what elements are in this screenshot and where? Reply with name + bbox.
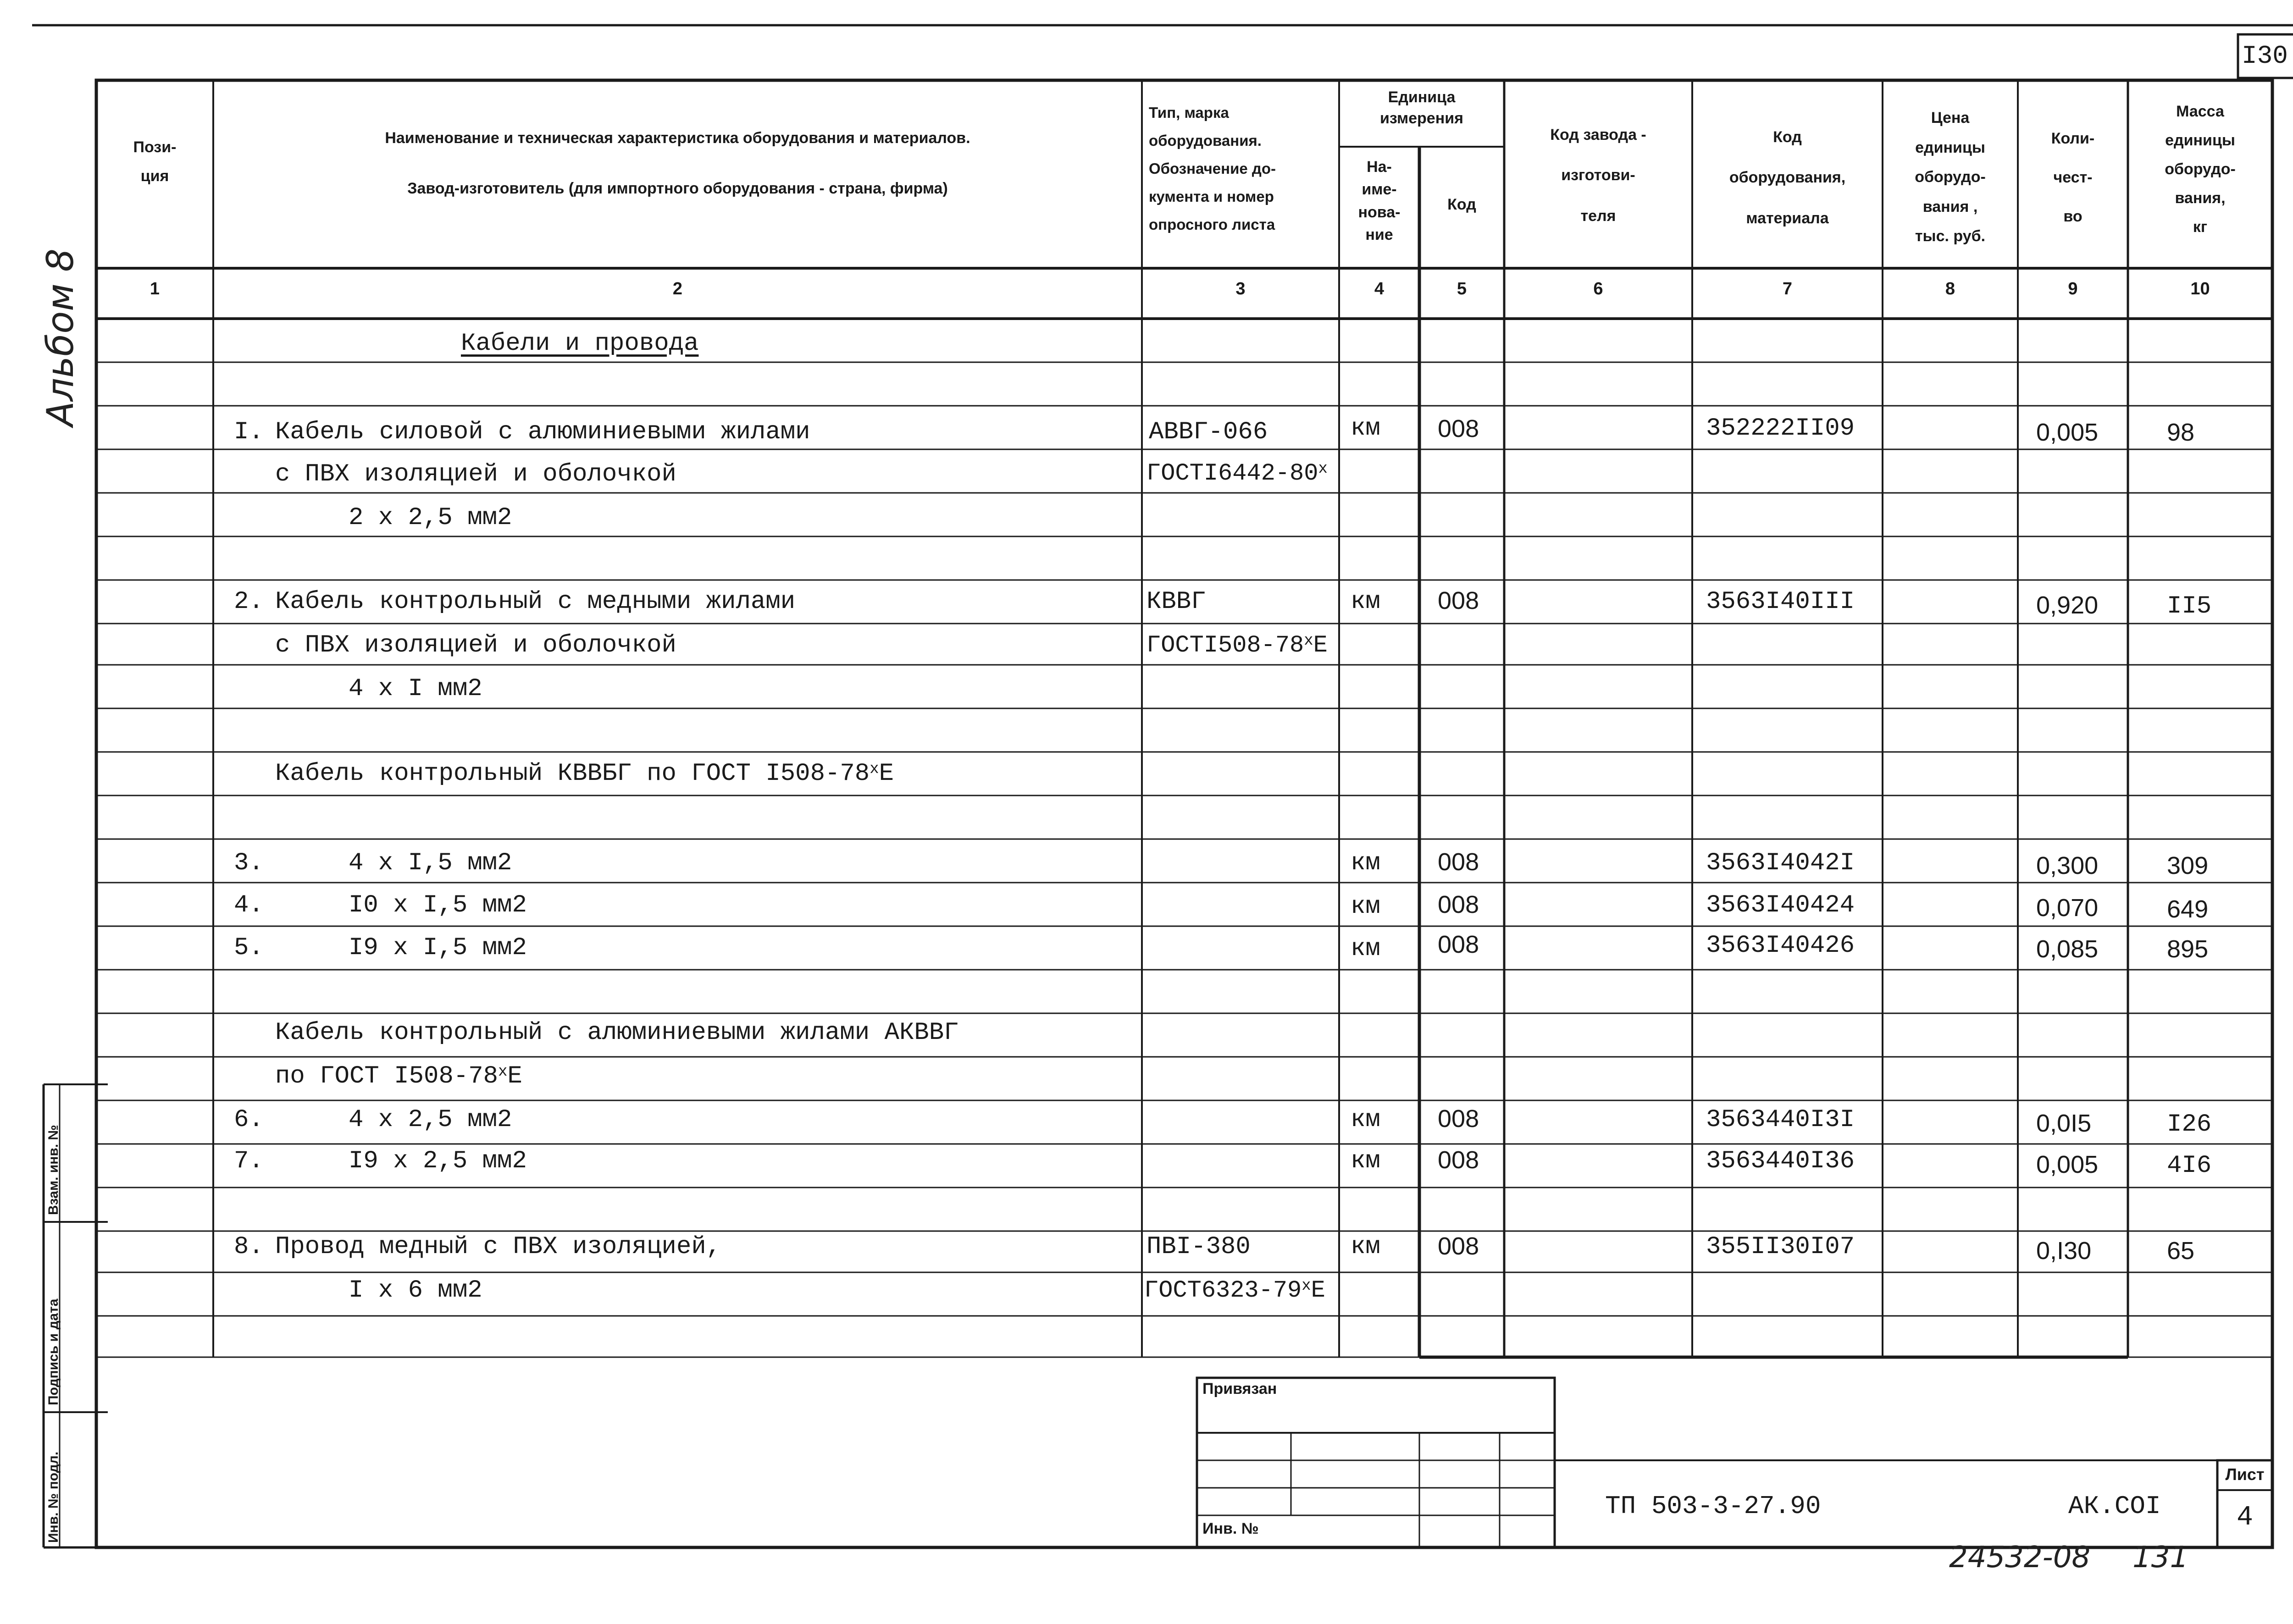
row-3-equipment-code: 3563I4042I	[1706, 849, 1855, 877]
row-4-quantity: 0,070	[2036, 894, 2099, 922]
stamp-bound-label: Привязан	[1202, 1380, 1277, 1398]
section-title: Кабели и провода	[461, 330, 699, 358]
header-unit-group: Единица измерения	[1380, 88, 1463, 127]
side-label-replacement-inventory: Взам. инв. №	[46, 1125, 61, 1215]
header-mass: Масса единицы оборудо- вания, кг	[2165, 103, 2236, 236]
row-6-name: 4 x 2,5 мм2	[349, 1106, 512, 1134]
col-number-3: 3	[1235, 279, 1246, 298]
row-2-name: Кабель контрольный с медными жилами	[275, 588, 796, 616]
row-8-type: ПВI-380	[1146, 1233, 1251, 1261]
album-label: Альбом 8	[39, 249, 82, 426]
stamp-document-code: ТП 503-3-27.90	[1605, 1491, 1821, 1521]
row-5-mass: 895	[2167, 935, 2209, 963]
row-2-quantity: 0,920	[2036, 591, 2099, 619]
row-4-unit-code: 008	[1438, 891, 1479, 918]
header-quantity: Коли- чест- во	[2051, 130, 2095, 225]
header-position: Пози- ция	[133, 138, 177, 185]
row-4-unit: км	[1351, 893, 1380, 921]
col-number-10: 10	[2190, 279, 2210, 298]
col-number-9: 9	[2068, 279, 2078, 298]
row-8b-name: I x 6 мм2	[349, 1276, 482, 1304]
header-maker-code: Код завода - изготови- теля	[1550, 126, 1646, 225]
header-unit-code: Код	[1447, 196, 1476, 213]
header-price: Цена единицы оборудо- вания , тыс. руб.	[1915, 109, 1986, 245]
row-1-name: Кабель силовой с алюминиевыми жилами	[275, 418, 810, 446]
row-2-equipment-code: 3563I40III	[1706, 588, 1855, 616]
row-1-type: АВВГ-066	[1149, 418, 1268, 446]
stamp-sheet-label: Лист	[2225, 1465, 2265, 1484]
row-6-mass: I26	[2167, 1110, 2212, 1138]
row-8-equipment-code: 355II30I07	[1706, 1233, 1855, 1261]
row-8-name: Провод медный с ПВХ изоляцией,	[275, 1233, 721, 1261]
footer-page-number: 131	[2132, 1541, 2189, 1574]
side-label-original-inventory: Инв. № подл.	[46, 1451, 61, 1543]
row-2c-name: 4 x I мм2	[349, 675, 482, 703]
header-name-line2: Завод-изготовитель (для импортного оборудования - страна, фирма)	[407, 180, 948, 197]
col-number-4: 4	[1374, 279, 1385, 298]
header-equipment-code: Код оборудования, материала	[1729, 128, 1846, 227]
row-8-unit: км	[1351, 1233, 1380, 1261]
corner-sheet-number: I30	[2242, 41, 2288, 71]
col-number-2: 2	[672, 279, 683, 298]
row-4-equipment-code: 3563I40424	[1706, 891, 1855, 919]
stamp-mark: АК.СОI	[2068, 1491, 2161, 1521]
stamp-inventory-label: Инв. №	[1202, 1520, 1259, 1537]
row-3-mass: 309	[2167, 852, 2209, 879]
row-1-mass: 98	[2167, 419, 2195, 446]
row-2b-type: ГОСТI508-78$^x$Е	[1146, 632, 1328, 659]
row-3-unit-code: 008	[1438, 848, 1479, 876]
row-5-name: I9 x I,5 мм2	[349, 934, 527, 962]
row-3-position: 3.	[234, 849, 264, 877]
col-number-5: 5	[1457, 279, 1467, 298]
row-8b-type: ГОСТ6323-79$^x$Е	[1144, 1277, 1325, 1304]
row-2-unit-code: 008	[1438, 587, 1479, 614]
row-4-mass: 649	[2167, 895, 2209, 923]
row-6-unit: км	[1351, 1106, 1380, 1134]
row-1-equipment-code: 352222II09	[1706, 414, 1855, 442]
row-7-mass: 4I6	[2167, 1152, 2212, 1180]
row-2-unit: км	[1351, 588, 1380, 616]
row-1-quantity: 0,005	[2036, 419, 2099, 446]
col-number-6: 6	[1593, 279, 1603, 298]
footer-document-number: 24532-08	[1949, 1541, 2091, 1574]
row-5-equipment-code: 3563I40426	[1706, 932, 1855, 960]
row-5-unit: км	[1351, 935, 1380, 963]
header-name-line1: Наименование и техническая характеристика оборудования и материалов.	[385, 129, 970, 147]
row-7-unit: км	[1351, 1147, 1380, 1175]
group-heading-kvvbg: Кабель контрольный КВВБГ по ГОСТ I508-78$^x$Е	[275, 760, 894, 788]
header-type: Тип, марка оборудования. Обозначение до- кумента и номер опросного листа	[1149, 104, 1276, 233]
row-1-position: I.	[234, 418, 264, 446]
row-7-quantity: 0,005	[2036, 1151, 2099, 1178]
row-1-unit: км	[1351, 414, 1380, 442]
row-7-position: 7.	[234, 1147, 264, 1175]
row-8-mass: 65	[2167, 1237, 2195, 1265]
group-heading-akvvg: Кабель контрольный с алюминиевыми жилами АКВВГ	[275, 1019, 959, 1047]
col-number-1: 1	[150, 279, 160, 298]
row-6-position: 6.	[234, 1106, 264, 1134]
stamp-sheet-number: 4	[2236, 1502, 2253, 1533]
row-6-unit-code: 008	[1438, 1105, 1479, 1132]
row-7-name: I9 x 2,5 мм2	[349, 1147, 527, 1175]
row-2-type: КВВГ	[1146, 588, 1206, 616]
row-6-quantity: 0,0I5	[2036, 1110, 2092, 1137]
col-number-8: 8	[1945, 279, 1955, 298]
row-1b-name: с ПВХ изоляцией и оболочкой	[275, 460, 676, 488]
row-3-name: 4 x I,5 мм2	[349, 849, 512, 877]
row-2-position: 2.	[234, 588, 264, 616]
row-2-mass: II5	[2167, 592, 2212, 620]
row-5-quantity: 0,085	[2036, 935, 2099, 963]
header-unit-name: На- име- нова- ние	[1358, 158, 1401, 243]
row-8-quantity: 0,I30	[2036, 1237, 2092, 1265]
row-1b-type: ГОСТI6442-80$^x$	[1146, 460, 1328, 487]
row-7-equipment-code: 3563440I36	[1706, 1147, 1855, 1175]
row-4-name: I0 x I,5 мм2	[349, 891, 527, 919]
row-3-unit: км	[1351, 849, 1380, 877]
row-1c-name: 2 x 2,5 мм2	[349, 504, 512, 532]
row-6-equipment-code: 3563440I3I	[1706, 1106, 1855, 1134]
row-5-unit-code: 008	[1438, 931, 1479, 958]
row-5-position: 5.	[234, 934, 264, 962]
row-8-unit-code: 008	[1438, 1232, 1479, 1260]
side-label-signature-date: Подпись и дата	[46, 1298, 61, 1405]
row-3-quantity: 0,300	[2036, 852, 2099, 879]
row-8-position: 8.	[234, 1233, 264, 1261]
row-4-position: 4.	[234, 891, 264, 919]
row-2b-name: с ПВХ изоляцией и оболочкой	[275, 631, 676, 659]
row-7-unit-code: 008	[1438, 1146, 1479, 1174]
col-number-7: 7	[1782, 279, 1793, 298]
group-heading-akvvg-gost: по ГОСТ I508-78$^x$Е	[275, 1062, 522, 1090]
row-1-unit-code: 008	[1438, 415, 1479, 442]
